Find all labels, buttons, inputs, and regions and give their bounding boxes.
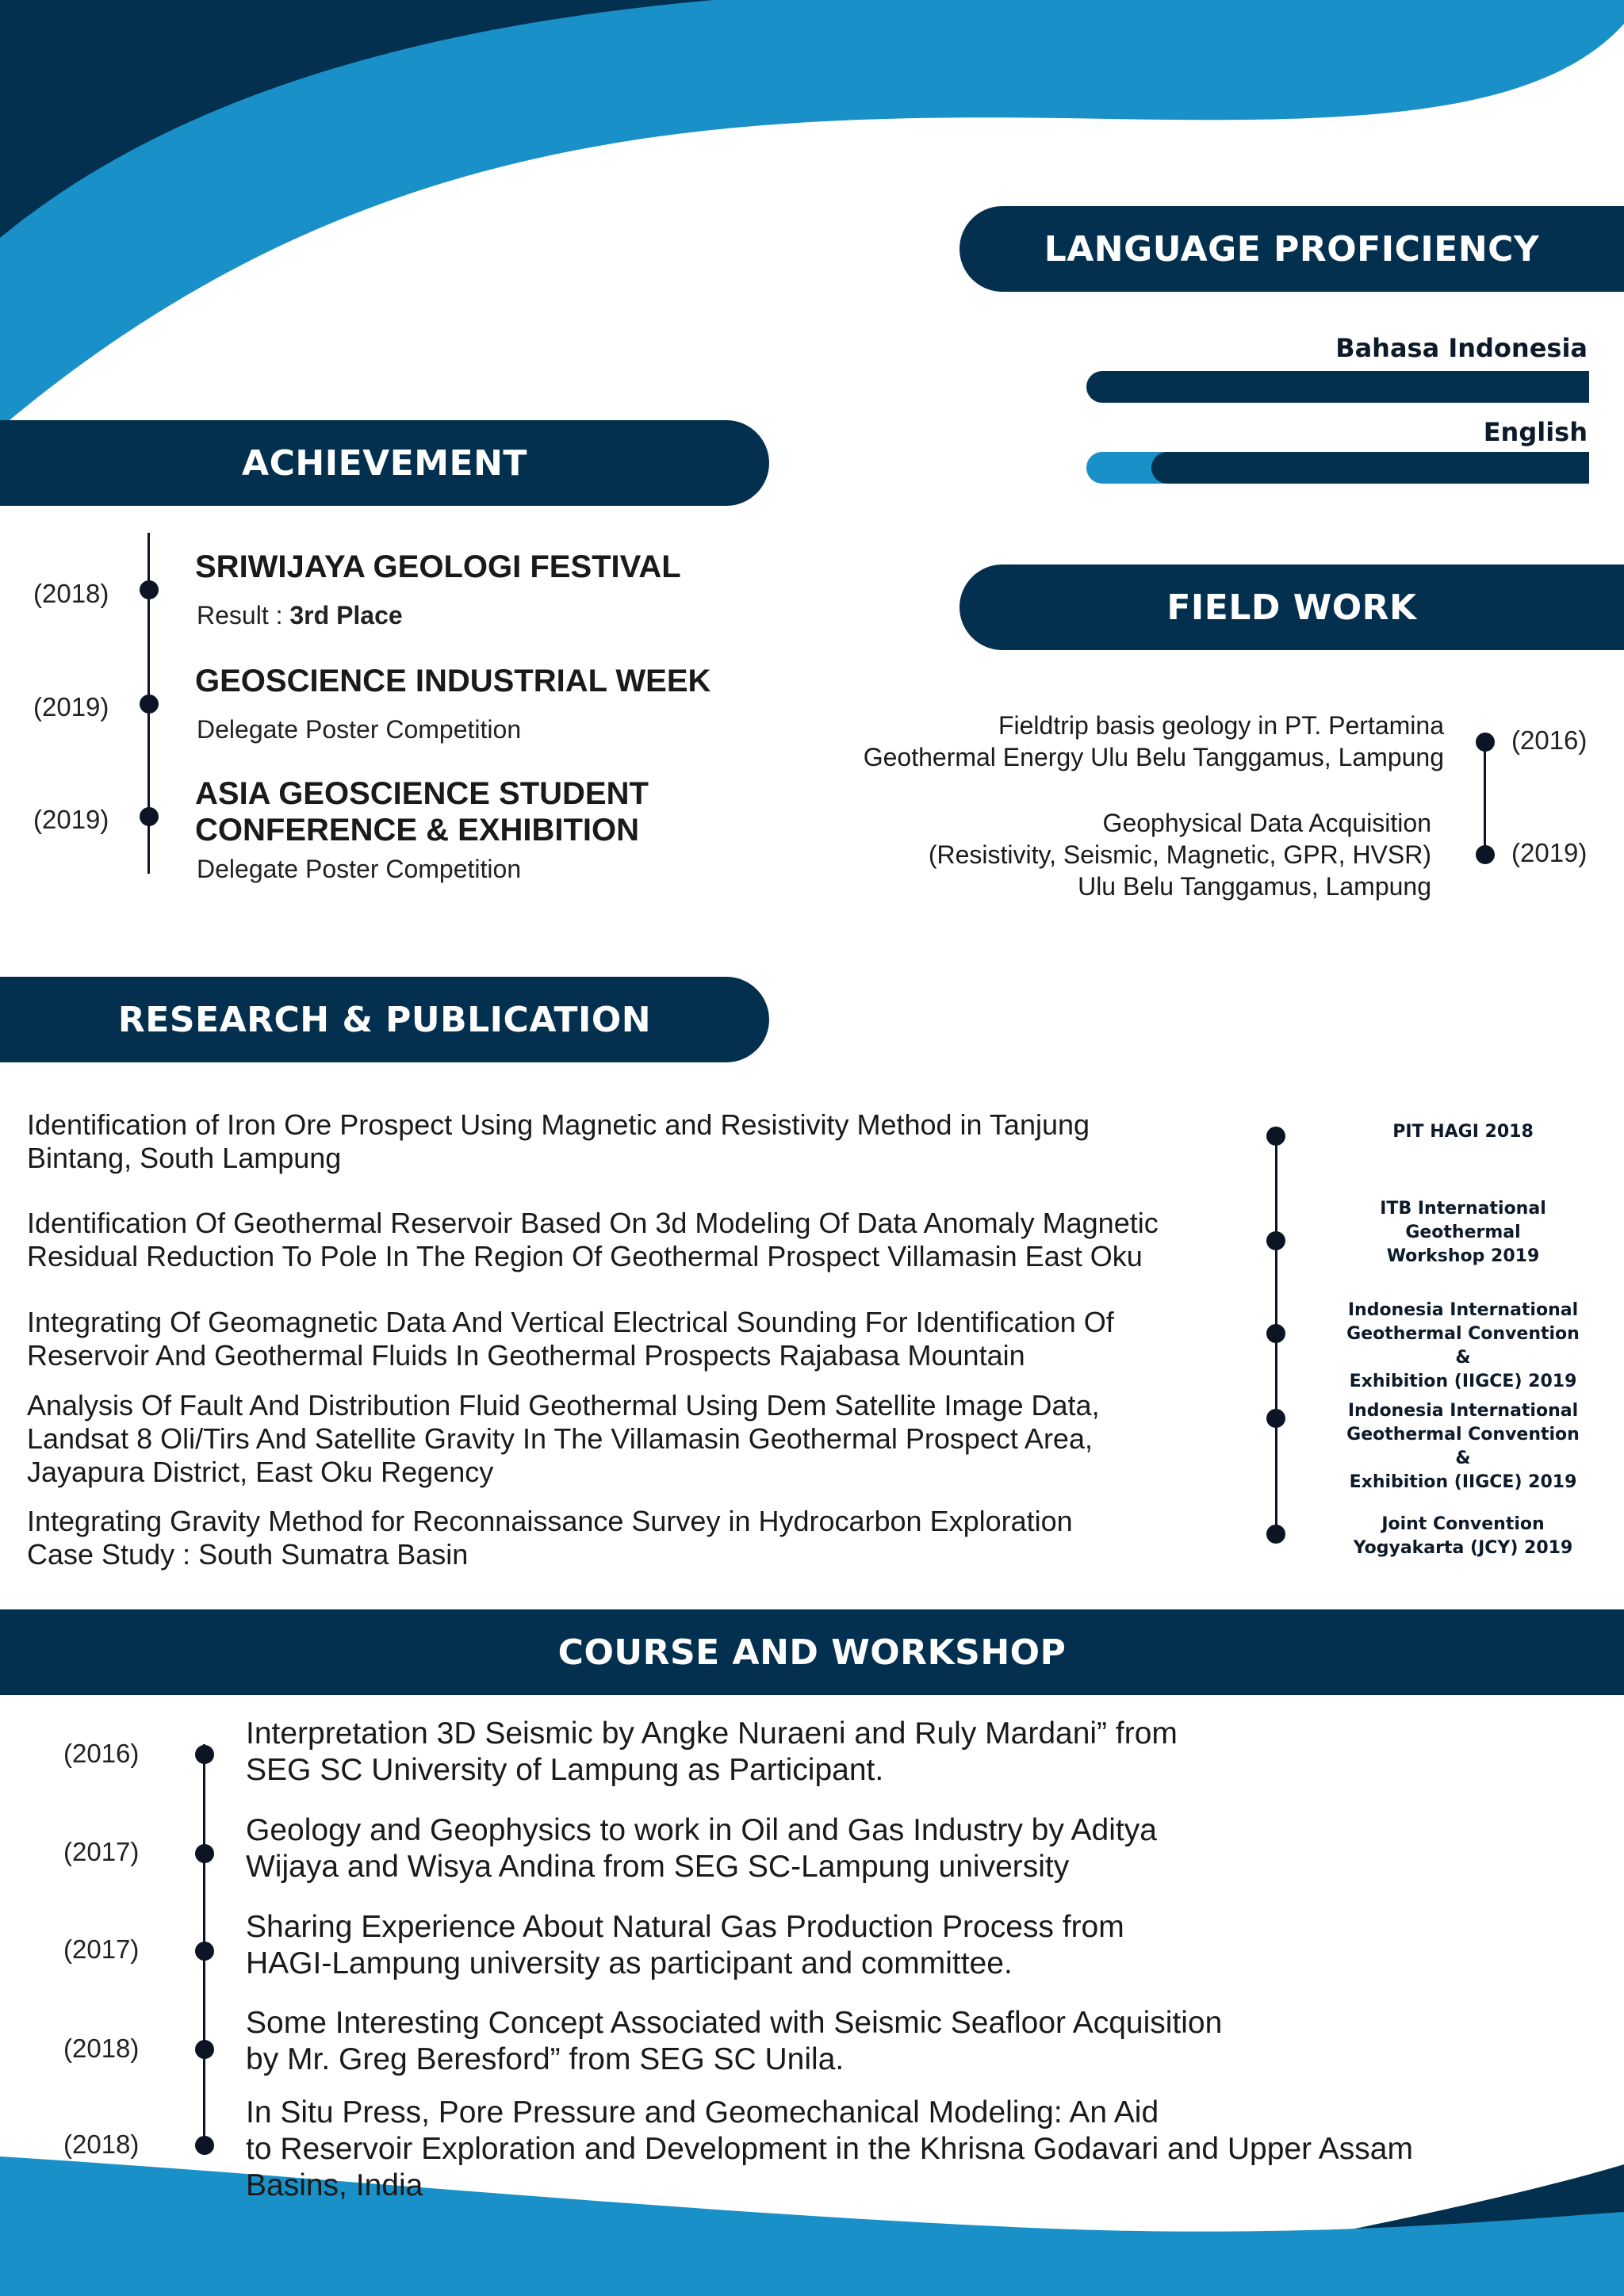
publication-2-venue-line3: Workshop 2019 [1386,1246,1540,1266]
field-work-title: FIELD WORK [1166,587,1417,628]
publication-5-venue-line2: Yogyakarta (JCY) 2019 [1353,1538,1573,1558]
achievement-title-1: SRIWIJAYA GEOLOGI FESTIVAL [195,549,681,584]
achievement-year: (2019) [33,692,109,721]
publication-5-venue-line1: Joint Convention [1381,1514,1545,1534]
course-item-2-line1: Geology and Geophysics to work in Oil and Gas Industry by Aditya [246,1813,1157,1847]
publication-1-venue [1336,1120,1590,1144]
course-item-3-line2: HAGI-Lampung university as participant and committee. [246,1946,1013,1980]
publication-2 [27,1207,1159,1273]
timeline-dot [195,1942,214,1961]
publication-5-line1: Integrating Gravity Method for Reconnaissance Survey in Hydrocarbon Exploration [27,1505,1073,1537]
achievement-year: (2018) [33,579,109,608]
timeline-dot [1266,1409,1285,1428]
language-label-bahasa: Bahasa Indonesia [1335,333,1588,363]
course-item-5-line2: to Reservoir Exploration and Development in the Khrisna Godavari and Upper Assam [246,2132,1413,2166]
publication-1 [27,1108,1090,1175]
publication-3-venue-line2: Geothermal Convention & [1346,1324,1580,1368]
language-proficiency-title: LANGUAGE PROFICIENCY [1044,228,1540,270]
fieldwork-item-2 [929,807,1431,902]
publication-4-line2: Landsat 8 Oli/Tirs And Satellite Gravity In The Villamasin Geothermal Prospect Area, [27,1422,1093,1455]
fieldwork-item-2-line3: Ulu Belu Tanggamus, Lampung [1078,872,1431,901]
course-item-1-line2: SEG SC University of Lampung as Participant. [246,1753,884,1787]
course-year: (2016) [63,1739,140,1768]
timeline-dot [195,2136,214,2155]
publication-3 [27,1306,1114,1372]
course-item-3-line1: Sharing Experience About Natural Gas Production Process from [246,1910,1124,1944]
course-item-4-line2: by Mr. Greg Beresford” from SEG SC Unila. [246,2042,845,2076]
publication-2-venue [1336,1197,1590,1269]
publication-3-line2: Reservoir And Geothermal Fluids In Geothermal Prospects Rajabasa Mountain [27,1339,1025,1372]
course-workshop-title: COURSE AND WORKSHOP [557,1632,1067,1673]
research-publication-banner [0,977,769,1062]
achievement-year: (2019) [33,805,109,834]
language-proficiency-banner [959,206,1624,292]
language-bar-english-fill [1151,452,1589,484]
course-item-4 [246,2005,1222,2078]
fieldwork-item-2-line1: Geophysical Data Acquisition [1102,809,1431,837]
course-year: (2018) [63,2034,140,2063]
publication-1-line1: Identification of Iron Ore Prospect Using Magnetic and Resistivity Method in Tanjung [27,1108,1090,1141]
fieldwork-item-2-line2: (Resistivity, Seismic, Magnetic, GPR, HVSR) [928,840,1431,869]
publication-4-line1: Analysis Of Fault And Distribution Fluid Geothermal Using Dem Satellite Image Data, [27,1389,1100,1422]
course-year: (2017) [63,1837,140,1866]
fieldwork-year: (2016) [1511,725,1588,755]
research-publication-title: RESEARCH & PUBLICATION [117,999,652,1040]
timeline-dot [195,1745,214,1764]
publication-1-venue-line1: PIT HAGI 2018 [1392,1122,1534,1142]
publication-4-venue-line1: Indonesia International [1347,1401,1579,1421]
course-item-5-line3: Basins, India [246,2168,423,2202]
publication-4-venue-line2: Geothermal Convention & [1346,1425,1580,1468]
timeline-dot [140,807,159,826]
achievement-title-3-line2: CONFERENCE & EXHIBITION [195,813,640,848]
course-year: (2018) [63,2130,140,2159]
publication-3-line1: Integrating Of Geomagnetic Data And Vertical Electrical Sounding For Identification Of [27,1306,1114,1338]
publication-4-line3: Jayapura District, East Oku Regency [27,1456,494,1488]
timeline-dot [1266,1525,1285,1544]
publication-4 [27,1389,1100,1489]
timeline-dot [1266,1127,1285,1146]
achievement-result-prefix: Result : [197,601,290,629]
fieldwork-timeline-line [1484,742,1486,853]
course-item-5-line1: In Situ Press, Pore Pressure and Geomechanical Modeling: An Aid [246,2095,1159,2130]
publication-2-venue-line2: Geothermal [1405,1223,1521,1242]
fieldwork-item-1 [864,710,1444,773]
course-item-2-line2: Wijaya and Wisya Andina from SEG SC-Lampung university [246,1850,1070,1884]
publication-2-line1: Identification Of Geothermal Reservoir Based On 3d Modeling Of Data Anomaly Magnetic [27,1207,1159,1239]
course-item-3 [246,1909,1124,1982]
course-item-1-line1: Interpretation 3D Seismic by Angke Nuraeni and Ruly Mardani” from [246,1716,1178,1751]
publication-4-venue [1336,1399,1590,1494]
timeline-dot [1266,1324,1285,1343]
course-workshop-banner [0,1609,1624,1695]
course-item-5 [246,2095,1413,2204]
timeline-dot [195,2040,214,2059]
publication-3-venue-line3: Exhibition (IIGCE) 2019 [1349,1372,1577,1391]
publication-5-line2: Case Study : South Sumatra Basin [27,1538,469,1571]
course-item-2 [246,1812,1157,1885]
publication-3-venue-line1: Indonesia International [1347,1300,1579,1320]
achievement-result [197,601,403,630]
fieldwork-item-1-line2: Geothermal Energy Ulu Belu Tanggamus, Lampung [863,743,1444,771]
publication-5-venue [1336,1513,1590,1560]
timeline-dot [140,695,159,714]
publication-4-venue-line3: Exhibition (IIGCE) 2019 [1349,1472,1577,1492]
language-bar-bahasa [1086,371,1589,403]
achievement-sub-2: Delegate Poster Competition [197,715,522,744]
publication-2-line2: Residual Reduction To Pole In The Region Of Geothermal Prospect Villamasin East Oku [27,1240,1143,1272]
achievement-title-2: GEOSCIENCE INDUSTRIAL WEEK [195,664,711,698]
timeline-dot [140,580,159,599]
field-work-banner [959,564,1624,650]
publication-1-line2: Bintang, South Lampung [27,1142,342,1174]
achievement-title-3-line1: ASIA GEOSCIENCE STUDENT [195,776,649,811]
course-item-1 [246,1716,1178,1789]
publication-5 [27,1505,1073,1571]
achievement-title: ACHIEVEMENT [242,442,527,484]
timeline-dot [1266,1231,1285,1250]
fieldwork-year: (2019) [1511,838,1588,867]
publication-2-venue-line1: ITB International [1380,1199,1546,1219]
publication-3-venue [1336,1299,1590,1394]
course-item-4-line1: Some Interesting Concept Associated with Seismic Seafloor Acquisition [246,2006,1223,2040]
timeline-dot [1476,733,1495,752]
language-label-english: English [1483,417,1588,447]
timeline-dot [195,1844,214,1863]
achievement-sub-3: Delegate Poster Competition [197,855,522,883]
course-year: (2017) [63,1934,140,1964]
achievement-result-value: 3rd Place [289,601,403,629]
timeline-dot [1476,845,1495,864]
fieldwork-item-1-line1: Fieldtrip basis geology in PT. Pertamina [998,711,1444,740]
achievement-banner [0,420,769,506]
